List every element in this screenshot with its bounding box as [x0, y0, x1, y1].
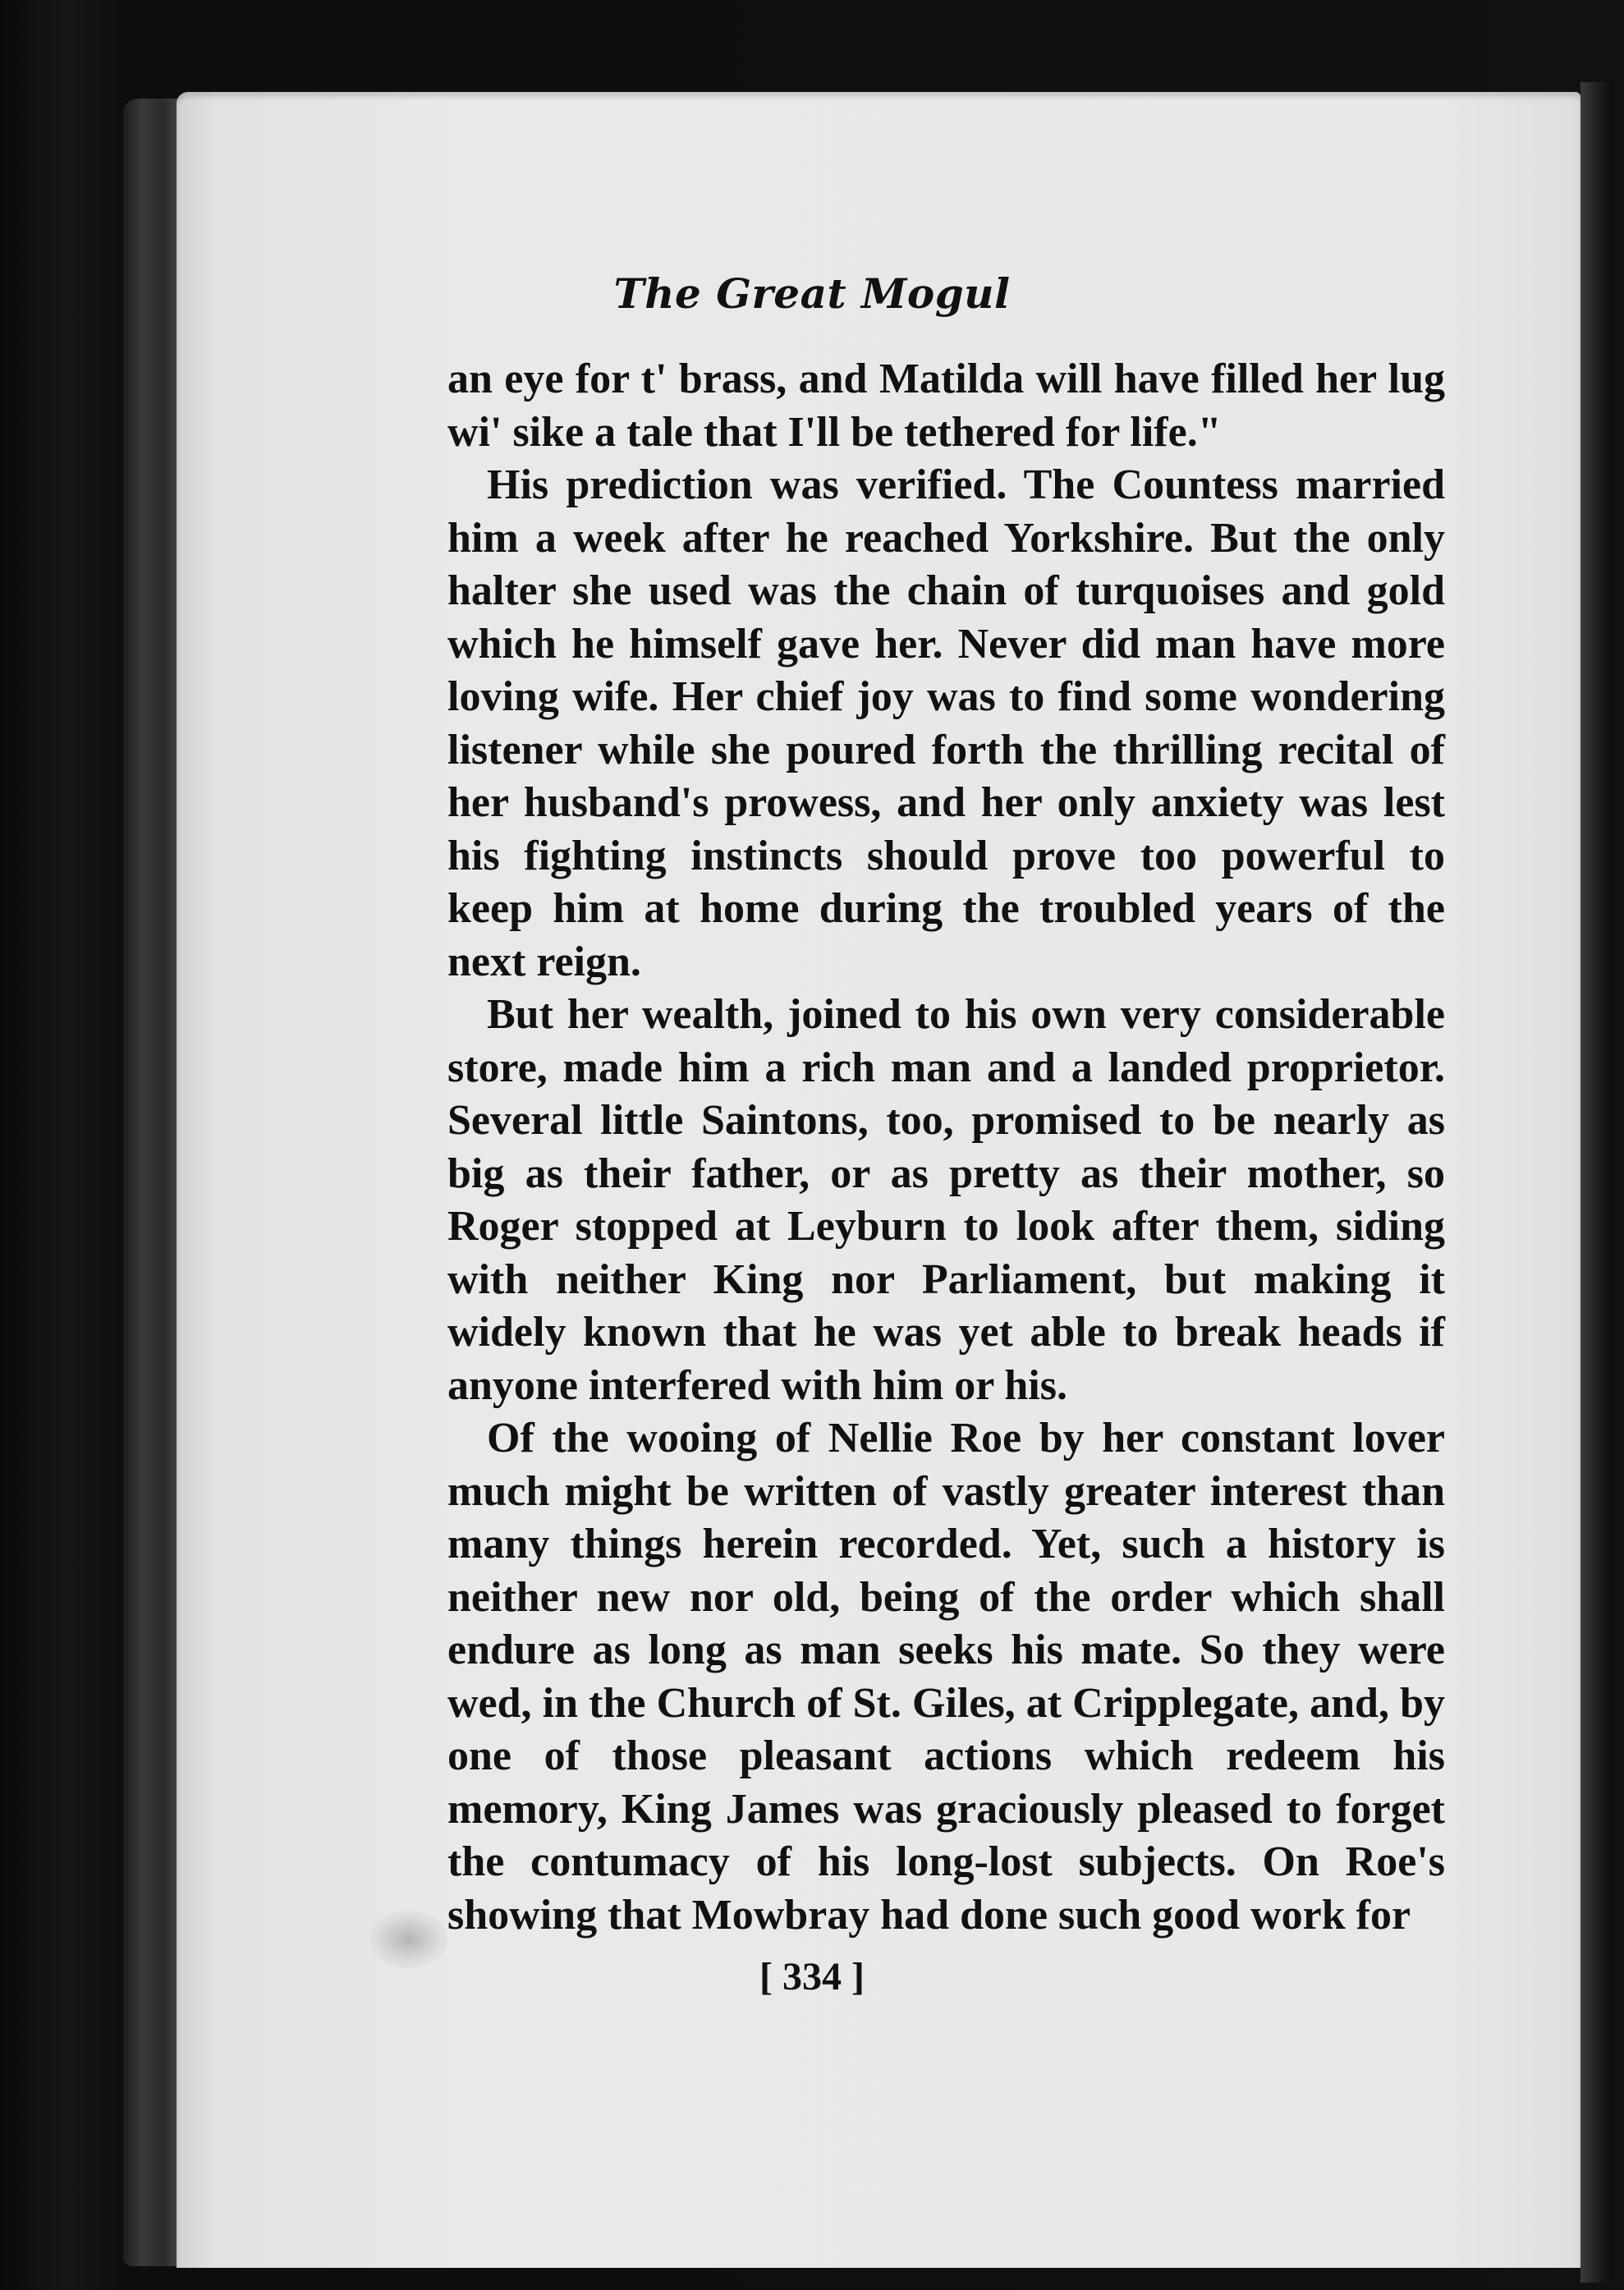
paragraph: an eye for t' brass, and Matilda will have filled her lug wi' sike a tale that I'll be tethered for life."	[447, 356, 1445, 456]
running-head: The Great Mogul	[613, 269, 1011, 318]
paragraph: His prediction was verified. The Countess married him a week after he reached Yorkshire. But the only halter she used was the chain of turquoises and gold which he himself gave her. Never did man have more loving wife. Her chief joy was to find some wondering listener while she poured forth the thrilling recital of her husband's prowess, and her only anxiety was lest his fighting instincts should prove too powerful to keep him at home during the troubled years of the next reign.	[447, 461, 1445, 985]
paragraph: Of the wooing of Nellie Roe by her constant lover much might be written of vastly greater interest than many things herein recorded. Yet, such a history is neither new nor old, being of the order which shall endure as long as man seeks his mate. So they were wed, in the Church of St. Giles, at Cripplegate, and, by one of those pleasant actions which redeem his memory, King James was graciously pleased to forget the contumacy of his long-lost subjects. On Roe's showing that Mowbray had done such good work for	[447, 1415, 1445, 1939]
paragraph: But her wealth, joined to his own very considerable store, made him a rich man and a landed proprietor. Several little Saintons, too, promised to be nearly as big as their father, or as pretty as their mother, so Roger stopped at Leyburn to look after them, siding with neither King nor Parliament, but making it widely known that he was yet able to break heads if anyone interfered with him or his.	[447, 991, 1445, 1409]
page-right-edge	[1580, 82, 1613, 2283]
body-text	[447, 353, 1445, 1942]
page-number: [ 334 ]	[759, 1955, 865, 1999]
